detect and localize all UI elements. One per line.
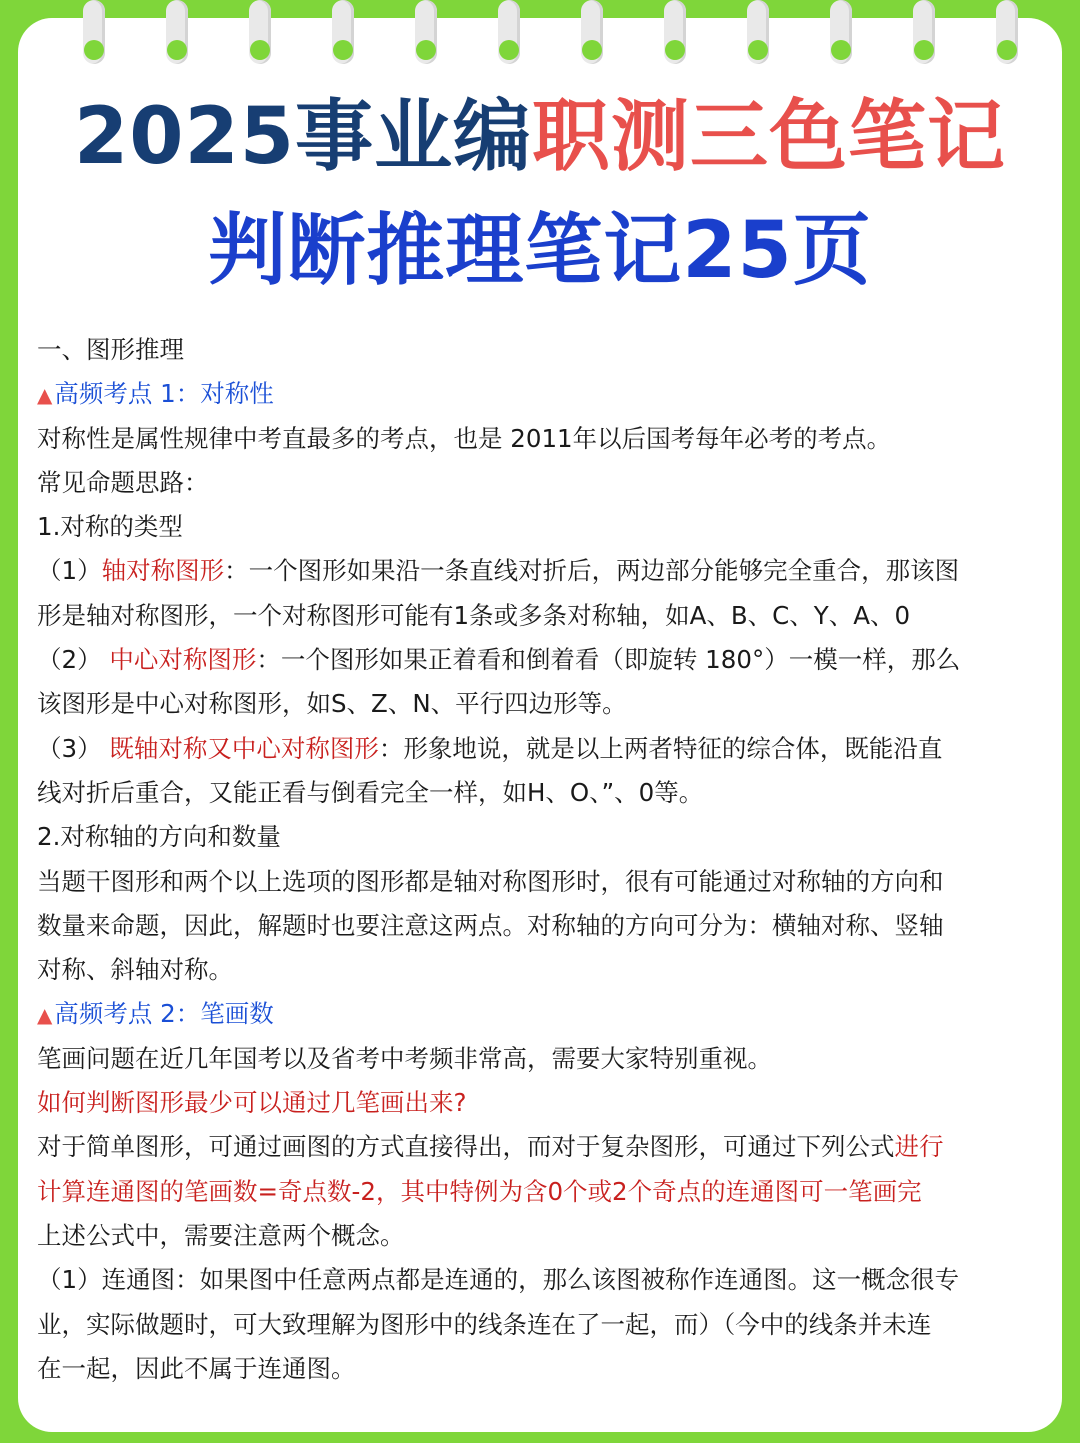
triangle-icon: ▲ [37, 383, 53, 408]
body-text: 对称、斜轴对称。 [37, 955, 233, 985]
text-line [37, 1037, 1047, 1081]
binder-hole [333, 40, 353, 60]
highlight-text: 中心对称图形 [109, 645, 257, 675]
text-line [37, 904, 1047, 948]
binder-hole [748, 40, 768, 60]
binder-hole [84, 40, 104, 60]
text-line [37, 594, 1047, 638]
highlight-text: 既轴对称又中心对称图形 [109, 733, 379, 763]
body-text: ：一个图形如果沿一条直线对折后，两边部分能够完全重合，那该图 [224, 556, 960, 586]
text-line [37, 461, 1047, 505]
body-text: 线对折后重合，又能正看与倒看完全一样，如H、O、”、0等。 [37, 777, 704, 807]
body-text: 上述公式中，需要注意两个概念。 [37, 1220, 405, 1250]
text-line [37, 860, 1047, 904]
text-line [37, 682, 1047, 726]
body-text: 笔画问题在近几年国考以及省考中考频非常高，需要大家特别重视。 [37, 1043, 772, 1073]
highlight-text: 进行 [894, 1132, 944, 1162]
text-line [37, 815, 1047, 859]
body-text: 对称性是属性规律中考直最多的考点，也是 2011年以后国考每年必考的考点。 [37, 423, 892, 453]
body-text: 当题干图形和两个以上选项的图形都是轴对称图形时，很有可能通过对称轴的方向和 [37, 866, 944, 896]
text-line [37, 1258, 1047, 1302]
binder-hole [416, 40, 436, 60]
body-text: ：一个图形如果正着看和倒着看（即旋转 180°）一模一样，那么 [256, 645, 961, 675]
text-line [37, 771, 1047, 815]
section-heading: 高频考点 1：对称性 [54, 379, 274, 409]
body-text: （2） [37, 645, 110, 675]
text-line [37, 1347, 1047, 1391]
body-text: ：形象地说，就是以上两者特征的综合体，既能沿直 [378, 733, 943, 763]
page-title-line1 [0, 92, 1080, 182]
body-text: 形是轴对称图形，一个对称图形可能有1条或多条对称轴，如A、B、C、Y、A、0 [37, 600, 911, 630]
binder-hole [997, 40, 1017, 60]
body-text: 在一起，因此不属于连通图。 [37, 1353, 356, 1383]
triangle-icon: ▲ [37, 1003, 53, 1028]
body-text: 常见命题思路： [37, 467, 209, 497]
binder-hole [167, 40, 187, 60]
body-text: 该图形是中心对称图形，如S、Z、N、平行四边形等。 [37, 689, 627, 719]
text-line [37, 1170, 1047, 1214]
body-text: 2.对称轴的方向和数量 [37, 822, 281, 852]
highlight-text: 轴对称图形 [101, 556, 225, 586]
text-line [37, 1125, 1047, 1169]
body-text: （3） [37, 733, 110, 763]
body-text: 数量来命题，因此，解题时也要注意这两点。对称轴的方向可分为：横轴对称、竖轴 [37, 910, 944, 940]
text-line [37, 372, 1047, 416]
binder-hole [665, 40, 685, 60]
text-line [37, 638, 1047, 682]
text-line [37, 992, 1047, 1036]
title-part-navy: 2025事业编 [73, 92, 533, 182]
text-line [37, 727, 1047, 771]
binder-hole [582, 40, 602, 60]
text-line [37, 549, 1047, 593]
body-text: （1）连通图：如果图中任意两点都是连通的，那么该图被称作连通图。这一概念很专 [37, 1265, 960, 1295]
binder-hole [831, 40, 851, 60]
body-text: （1） [37, 556, 102, 586]
text-line [37, 328, 1047, 372]
text-line [37, 505, 1047, 549]
body-text: 一、图形推理 [37, 335, 184, 364]
notes-body [37, 328, 1047, 1391]
binder-hole [250, 40, 270, 60]
section-heading: 高频考点 2：笔画数 [54, 999, 274, 1029]
highlight-text: 计算连通图的笔画数=奇点数-2，其中特例为含0个或2个奇点的连通图可一笔画完 [37, 1176, 922, 1206]
binder-hole [914, 40, 934, 60]
text-line [37, 1303, 1047, 1347]
body-text: 业，实际做题时，可大致理解为图形中的线条连在了一起，而）（今中的线条并未连 [37, 1309, 932, 1339]
text-line [37, 1214, 1047, 1258]
title-part-red: 职测三色笔记 [532, 92, 1007, 182]
body-text: 1.对称的类型 [37, 512, 183, 542]
text-line [37, 1081, 1047, 1125]
page-title-line2: 判断推理笔记25页 [208, 206, 872, 296]
binder-hole [499, 40, 519, 60]
highlight-text: 如何判断图形最少可以通过几笔画出来? [37, 1088, 467, 1118]
body-text: 对于简单图形，可通过画图的方式直接得出，而对于复杂图形，可通过下列公式 [37, 1132, 895, 1162]
text-line [37, 417, 1047, 461]
text-line [37, 948, 1047, 992]
